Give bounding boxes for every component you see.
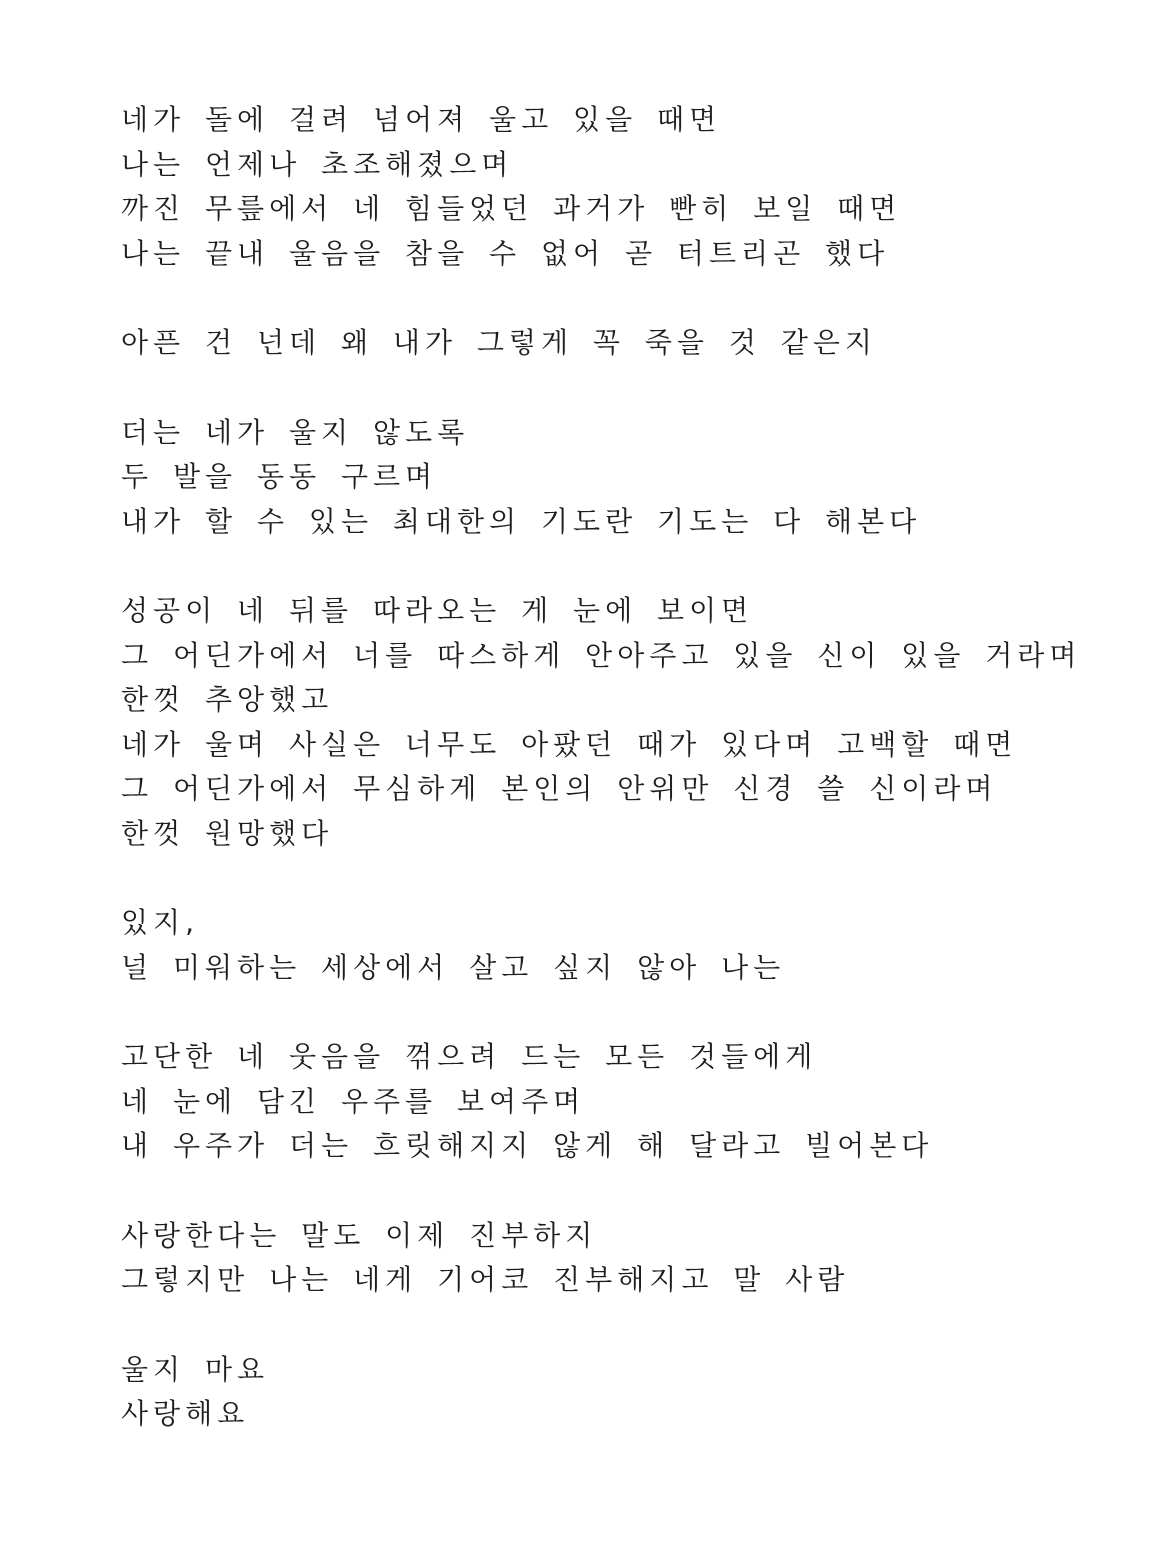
stanza [121,1214,1121,1303]
poem-line: 나는 언제나 초조해졌으며 [121,147,514,181]
poem-line: 네 눈에 담긴 우주를 보여주며 [121,1084,586,1118]
stanza [121,1035,1121,1169]
poem-line: 까진 무릎에서 네 힘들었던 과거가 빤히 보일 때면 [121,192,902,225]
stanza [121,1348,1121,1437]
poem-line: 고단한 네 웃음을 꺾으려 드는 모든 것들에게 [121,1040,818,1073]
poem-page [121,98,1121,1482]
poem-line: 성공이 네 뒤를 따라오는 게 눈에 보이면 [121,594,754,627]
poem-line: 그렇지만 나는 네게 기어코 진부해지고 말 사람 [121,1263,850,1296]
poem-line: 네가 울며 사실은 너무도 아팠던 때가 있다며 고백할 때면 [121,727,1018,761]
poem-line: 두 발을 동동 구르며 [121,460,438,493]
poem-line: 나는 끝내 울음을 참을 수 없어 곧 터트리곤 했다 [121,236,890,270]
stanza [121,411,1121,545]
poem-line: 아픈 건 넌데 왜 내가 그렇게 꼭 죽을 것 같은지 [121,326,877,359]
poem-line: 한껏 원망했다 [121,816,334,850]
poem-line: 네가 돌에 걸려 넘어져 울고 있을 때면 [121,103,722,136]
poem-line: 사랑해요 [121,1397,250,1430]
stanza [121,589,1121,856]
poem-line: 한껏 추앙했고 [121,683,334,716]
stanza [121,98,1121,276]
poem-line: 있지, [121,906,199,939]
poem-line: 사랑한다는 말도 이제 진부하지 [121,1218,598,1252]
poem-line: 내가 할 수 있는 최대한의 기도란 기도는 다 해본다 [121,504,922,538]
stanza [121,901,1121,990]
poem-line: 더는 네가 울지 않도록 [121,415,470,449]
poem-line: 그 어딘가에서 너를 따스하게 안아주고 있을 신이 있을 거라며 [121,638,1082,672]
poem-line: 그 어딘가에서 무심하게 본인의 안위만 신경 쓸 신이라며 [121,772,998,805]
poem-line: 내 우주가 더는 흐릿해지지 않게 해 달라고 빌어본다 [121,1129,934,1162]
poem-line: 울지 마요 [121,1352,270,1386]
stanza [121,321,1121,366]
poem-line: 널 미워하는 세상에서 살고 싶지 않아 나는 [121,950,786,984]
